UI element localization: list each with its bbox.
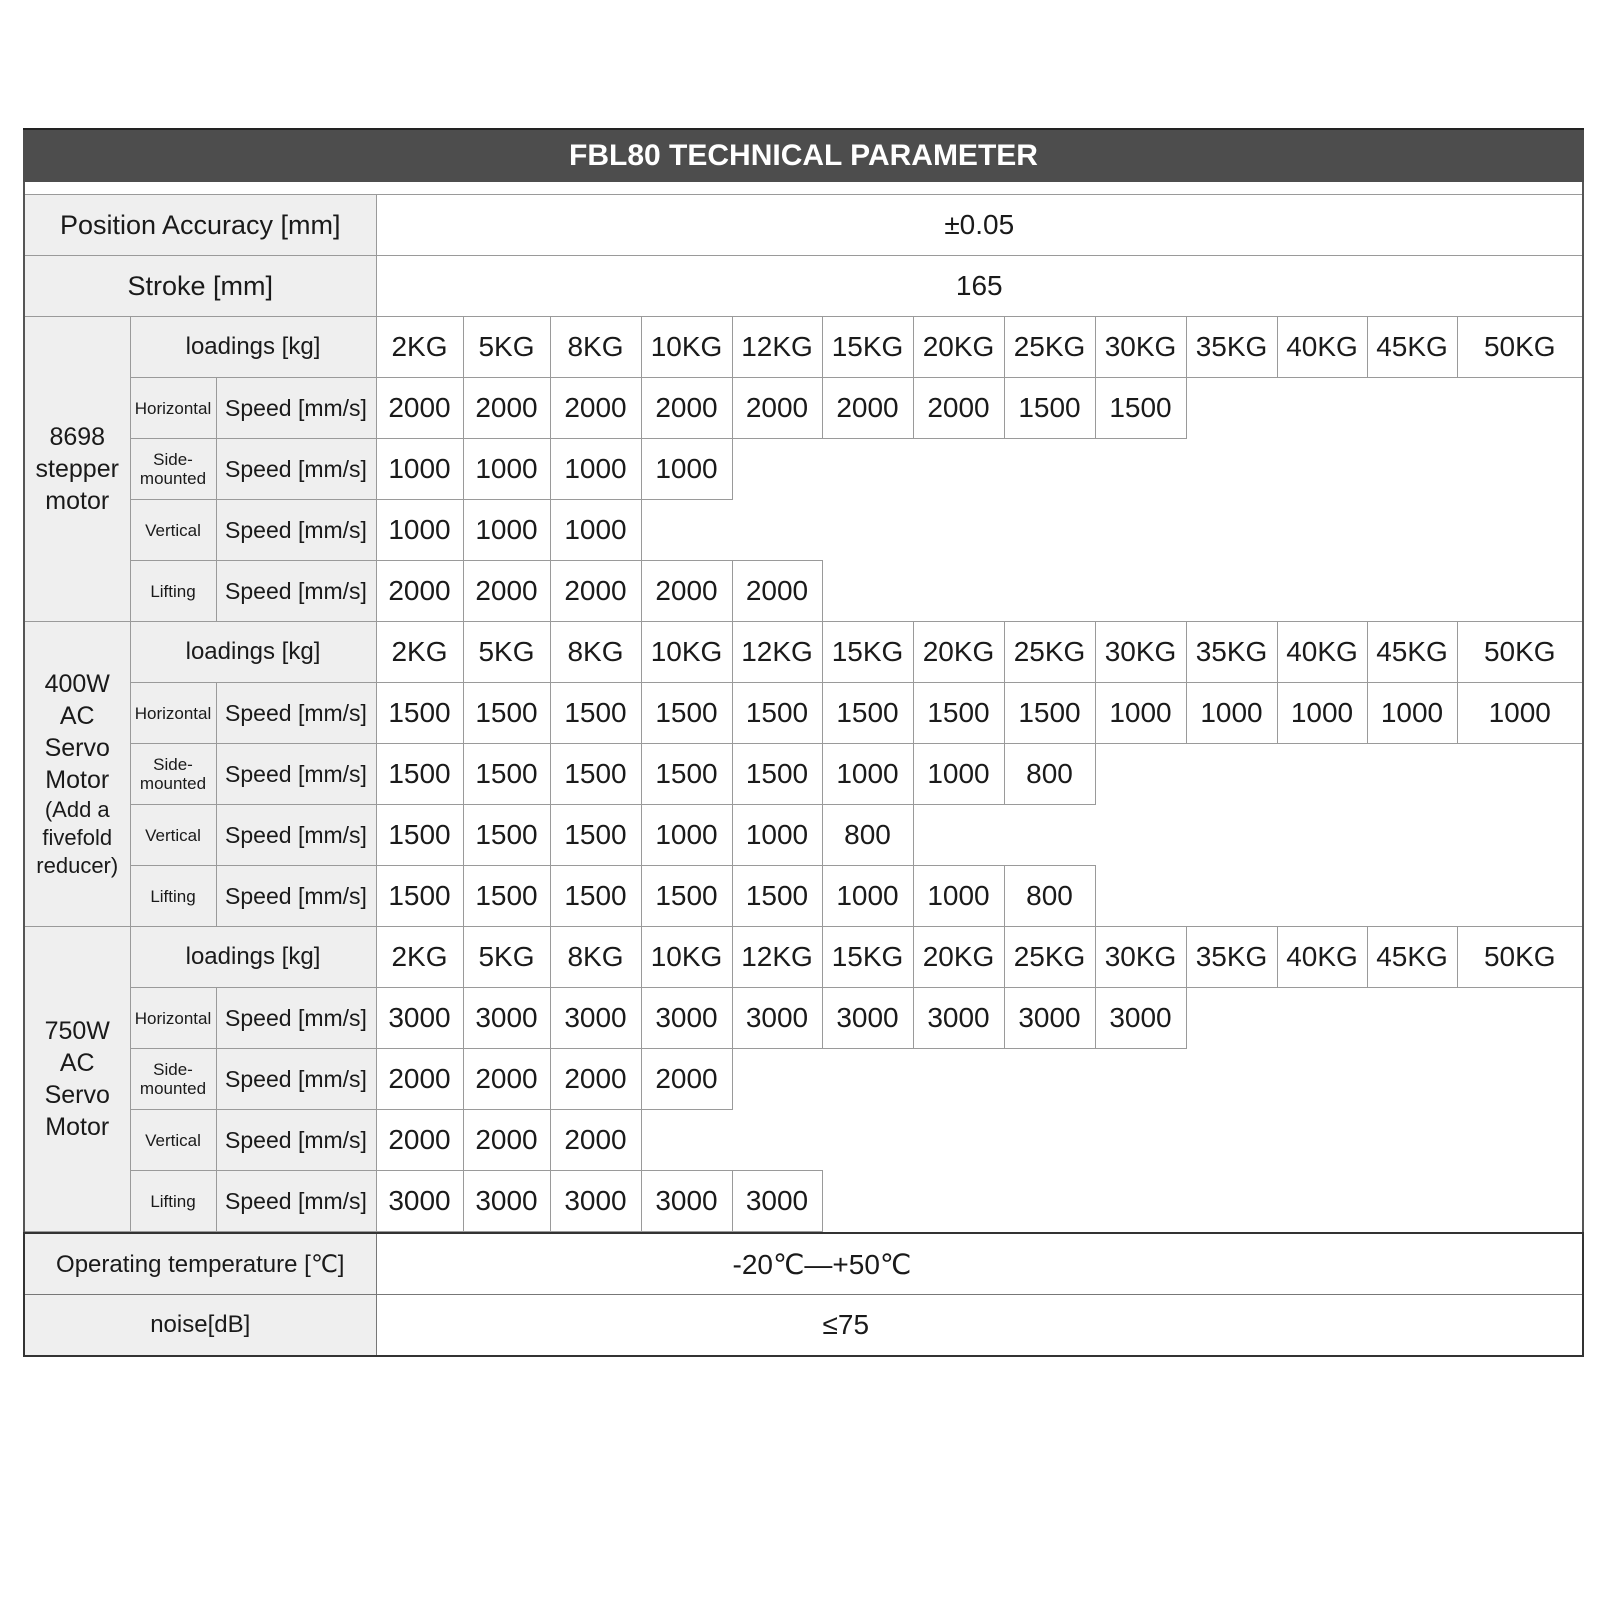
speed-value: 2000 [550, 1049, 641, 1110]
empty-cell [1095, 439, 1186, 500]
operating-temperature-value: -20℃—+50℃ [376, 1233, 1583, 1295]
load-header: 50KG [1457, 927, 1583, 988]
empty-cell [1186, 1110, 1277, 1171]
mount-side-mounted-label [130, 439, 216, 500]
speed-value: 3000 [376, 988, 463, 1049]
motor-name [24, 317, 130, 622]
empty-cell [1367, 805, 1457, 866]
speed-label: Speed [mm/s] [216, 439, 376, 500]
load-header: 5KG [463, 622, 550, 683]
speed-value: 800 [1004, 744, 1095, 805]
motor-name-line: motor [45, 487, 110, 515]
speed-value: 1500 [376, 744, 463, 805]
empty-cell [913, 439, 1004, 500]
empty-cell [732, 439, 822, 500]
speed-value: 1500 [550, 805, 641, 866]
position-accuracy-label: Position Accuracy [mm] [24, 195, 376, 256]
empty-cell [1095, 1049, 1186, 1110]
load-header: 45KG [1367, 622, 1457, 683]
loadings-label: loadings [kg] [130, 622, 376, 683]
mount-lifting-label: Lifting [130, 561, 216, 622]
parameter-sheet [23, 128, 1584, 1357]
loadings-label: loadings [kg] [130, 317, 376, 378]
empty-cell [1004, 1049, 1095, 1110]
empty-cell [1457, 500, 1583, 561]
empty-cell [1367, 1110, 1457, 1171]
speed-value: 2000 [376, 1049, 463, 1110]
speed-value: 2000 [550, 1110, 641, 1171]
speed-value: 1000 [913, 866, 1004, 927]
environment-table [23, 1232, 1584, 1357]
speed-value: 2000 [732, 378, 822, 439]
empty-cell [1277, 1049, 1367, 1110]
speed-value: 1000 [463, 500, 550, 561]
motor-name-line: Servo [44, 734, 110, 762]
speed-value: 1500 [732, 866, 822, 927]
mount-horizontal-label: Horizontal [130, 683, 216, 744]
mount-vertical-label: Vertical [130, 500, 216, 561]
speed-value: 2000 [463, 1110, 550, 1171]
speed-value: 3000 [732, 1171, 822, 1232]
mount-side-mounted-line: Side- [153, 450, 193, 469]
empty-cell [913, 1110, 1004, 1171]
load-header: 45KG [1367, 317, 1457, 378]
motor-name-line: stepper [35, 455, 119, 483]
empty-cell [1277, 500, 1367, 561]
empty-cell [1186, 744, 1277, 805]
empty-cell [1186, 561, 1277, 622]
speed-value: 3000 [641, 988, 732, 1049]
empty-cell [1367, 439, 1457, 500]
speed-value: 3000 [822, 988, 913, 1049]
speed-value: 3000 [463, 1171, 550, 1232]
speed-value: 1500 [376, 805, 463, 866]
speed-value: 1500 [463, 866, 550, 927]
empty-cell [822, 1171, 913, 1232]
speed-value: 1500 [550, 744, 641, 805]
page-title: FBL80 TECHNICAL PARAMETER [23, 128, 1584, 182]
speed-value: 1500 [1095, 378, 1186, 439]
load-header: 10KG [641, 622, 732, 683]
load-header: 35KG [1186, 927, 1277, 988]
empty-cell [1186, 988, 1277, 1049]
empty-cell [1095, 744, 1186, 805]
empty-cell [1457, 1110, 1583, 1171]
mount-lifting-label: Lifting [130, 1171, 216, 1232]
empty-cell [1095, 1171, 1186, 1232]
speed-value: 1500 [641, 683, 732, 744]
load-header: 25KG [1004, 927, 1095, 988]
empty-cell [822, 1110, 913, 1171]
empty-cell [1095, 1110, 1186, 1171]
position-accuracy-value: ±0.05 [376, 195, 1583, 256]
speed-value: 1500 [732, 683, 822, 744]
motor-name-line: AC [59, 702, 95, 730]
empty-cell [1277, 561, 1367, 622]
motor-name-line: AC [59, 1049, 95, 1077]
speed-value: 1500 [550, 683, 641, 744]
speed-value: 1000 [1367, 683, 1457, 744]
speed-label: Speed [mm/s] [216, 378, 376, 439]
mount-side-mounted-label [130, 744, 216, 805]
speed-value: 1000 [376, 500, 463, 561]
empty-cell [1277, 439, 1367, 500]
stroke-value: 165 [376, 256, 1583, 317]
load-header: 8KG [550, 317, 641, 378]
empty-cell [822, 1049, 913, 1110]
load-header: 50KG [1457, 622, 1583, 683]
operating-temperature-label: Operating temperature [℃] [24, 1233, 376, 1295]
load-header: 12KG [732, 622, 822, 683]
speed-label: Speed [mm/s] [216, 683, 376, 744]
empty-cell [1277, 1171, 1367, 1232]
empty-cell [822, 439, 913, 500]
empty-cell [1457, 561, 1583, 622]
speed-value: 3000 [1095, 988, 1186, 1049]
empty-cell [1186, 378, 1277, 439]
speed-value: 3000 [550, 988, 641, 1049]
load-header: 20KG [913, 927, 1004, 988]
load-header: 15KG [822, 622, 913, 683]
load-header: 2KG [376, 927, 463, 988]
speed-value: 2000 [550, 378, 641, 439]
speed-value: 2000 [732, 561, 822, 622]
load-header: 5KG [463, 317, 550, 378]
speed-value: 800 [822, 805, 913, 866]
empty-cell [913, 1171, 1004, 1232]
loadings-label: loadings [kg] [130, 927, 376, 988]
speed-value: 1000 [1186, 683, 1277, 744]
load-header: 45KG [1367, 927, 1457, 988]
empty-cell [1186, 439, 1277, 500]
noise-value: ≤75 [376, 1295, 1583, 1357]
motor-name-line: reducer) [36, 853, 119, 878]
empty-cell [913, 500, 1004, 561]
title-gap [23, 182, 1584, 194]
speed-value: 1000 [1277, 683, 1367, 744]
empty-cell [1457, 439, 1583, 500]
load-header: 25KG [1004, 622, 1095, 683]
speed-label: Speed [mm/s] [216, 805, 376, 866]
speed-value: 1500 [1004, 683, 1095, 744]
load-header: 10KG [641, 317, 732, 378]
speed-label: Speed [mm/s] [216, 1049, 376, 1110]
speed-value: 1500 [376, 866, 463, 927]
motor-name-line: (Add a [44, 797, 110, 822]
motor-name-line: Motor [45, 1113, 110, 1141]
mount-horizontal-label: Horizontal [130, 378, 216, 439]
empty-cell [1367, 1171, 1457, 1232]
empty-cell [1367, 866, 1457, 927]
mount-vertical-label: Vertical [130, 1110, 216, 1171]
speed-label: Speed [mm/s] [216, 744, 376, 805]
empty-cell [1004, 805, 1095, 866]
speed-value: 3000 [376, 1171, 463, 1232]
speed-label: Speed [mm/s] [216, 500, 376, 561]
empty-cell [1277, 988, 1367, 1049]
load-header: 12KG [732, 927, 822, 988]
empty-cell [1186, 1049, 1277, 1110]
speed-value: 2000 [822, 378, 913, 439]
speed-value: 1500 [641, 866, 732, 927]
speed-value: 1000 [1457, 683, 1583, 744]
speed-value: 2000 [463, 1049, 550, 1110]
speed-value: 1500 [376, 683, 463, 744]
load-header: 20KG [913, 622, 1004, 683]
empty-cell [1367, 500, 1457, 561]
load-header: 40KG [1277, 317, 1367, 378]
load-header: 50KG [1457, 317, 1583, 378]
mount-side-mounted-line: Side- [153, 1060, 193, 1079]
empty-cell [1004, 561, 1095, 622]
motor-name [24, 927, 130, 1232]
load-header: 5KG [463, 927, 550, 988]
speed-value: 2000 [376, 561, 463, 622]
stroke-label: Stroke [mm] [24, 256, 376, 317]
load-header: 30KG [1095, 317, 1186, 378]
empty-cell [1277, 1110, 1367, 1171]
empty-cell [913, 805, 1004, 866]
empty-cell [1277, 805, 1367, 866]
mount-vertical-label: Vertical [130, 805, 216, 866]
empty-cell [1095, 805, 1186, 866]
parameter-table [23, 194, 1584, 1232]
empty-cell [1457, 988, 1583, 1049]
speed-value: 1000 [550, 439, 641, 500]
empty-cell [1457, 1171, 1583, 1232]
speed-value: 1500 [732, 744, 822, 805]
speed-label: Speed [mm/s] [216, 866, 376, 927]
load-header: 30KG [1095, 927, 1186, 988]
speed-value: 1000 [822, 866, 913, 927]
empty-cell [732, 500, 822, 561]
noise-label: noise[dB] [24, 1295, 376, 1357]
speed-value: 3000 [463, 988, 550, 1049]
speed-value: 3000 [913, 988, 1004, 1049]
empty-cell [1457, 866, 1583, 927]
speed-value: 2000 [641, 378, 732, 439]
speed-value: 2000 [641, 1049, 732, 1110]
motor-name-line: Servo [44, 1081, 110, 1109]
speed-value: 1500 [1004, 378, 1095, 439]
empty-cell [732, 1110, 822, 1171]
speed-label: Speed [mm/s] [216, 988, 376, 1049]
empty-cell [1186, 805, 1277, 866]
empty-cell [1004, 500, 1095, 561]
empty-cell [1277, 378, 1367, 439]
load-header: 40KG [1277, 927, 1367, 988]
speed-value: 3000 [732, 988, 822, 1049]
empty-cell [1277, 744, 1367, 805]
mount-side-mounted-line: mounted [139, 774, 207, 793]
speed-value: 2000 [641, 561, 732, 622]
empty-cell [1004, 1110, 1095, 1171]
speed-value: 1500 [641, 744, 732, 805]
empty-cell [1186, 1171, 1277, 1232]
empty-cell [913, 1049, 1004, 1110]
mount-side-mounted-line: Side- [153, 755, 193, 774]
speed-value: 800 [1004, 866, 1095, 927]
speed-value: 1000 [822, 744, 913, 805]
load-header: 10KG [641, 927, 732, 988]
speed-value: 3000 [550, 1171, 641, 1232]
motor-name-line: 8698 [49, 423, 106, 451]
empty-cell [1457, 744, 1583, 805]
empty-cell [1457, 1049, 1583, 1110]
load-header: 15KG [822, 317, 913, 378]
speed-value: 1000 [732, 805, 822, 866]
speed-label: Speed [mm/s] [216, 561, 376, 622]
empty-cell [1095, 561, 1186, 622]
empty-cell [1367, 378, 1457, 439]
load-header: 8KG [550, 622, 641, 683]
motor-name-line: Motor [45, 766, 110, 794]
speed-value: 2000 [376, 378, 463, 439]
mount-side-mounted-line: mounted [139, 1079, 207, 1098]
speed-value: 1000 [641, 805, 732, 866]
speed-value: 1000 [1095, 683, 1186, 744]
motor-name-line: 400W [44, 670, 110, 698]
empty-cell [1457, 378, 1583, 439]
speed-value: 1000 [376, 439, 463, 500]
speed-value: 1500 [822, 683, 913, 744]
empty-cell [1004, 1171, 1095, 1232]
empty-cell [1004, 439, 1095, 500]
empty-cell [822, 561, 913, 622]
empty-cell [732, 1049, 822, 1110]
empty-cell [822, 500, 913, 561]
load-header: 25KG [1004, 317, 1095, 378]
load-header: 40KG [1277, 622, 1367, 683]
empty-cell [641, 500, 732, 561]
empty-cell [1277, 866, 1367, 927]
speed-value: 3000 [641, 1171, 732, 1232]
empty-cell [1095, 500, 1186, 561]
load-header: 2KG [376, 622, 463, 683]
empty-cell [913, 561, 1004, 622]
load-header: 2KG [376, 317, 463, 378]
load-header: 15KG [822, 927, 913, 988]
empty-cell [1186, 500, 1277, 561]
speed-value: 1000 [913, 744, 1004, 805]
empty-cell [1457, 805, 1583, 866]
empty-cell [1367, 988, 1457, 1049]
speed-value: 1500 [463, 744, 550, 805]
load-header: 12KG [732, 317, 822, 378]
speed-value: 1000 [550, 500, 641, 561]
speed-value: 3000 [1004, 988, 1095, 1049]
mount-horizontal-label: Horizontal [130, 988, 216, 1049]
speed-value: 2000 [463, 378, 550, 439]
motor-name [24, 622, 130, 927]
motor-name-line: 750W [44, 1017, 110, 1045]
empty-cell [1367, 1049, 1457, 1110]
empty-cell [641, 1110, 732, 1171]
load-header: 35KG [1186, 317, 1277, 378]
speed-value: 1000 [463, 439, 550, 500]
empty-cell [1367, 561, 1457, 622]
speed-value: 1500 [463, 805, 550, 866]
load-header: 30KG [1095, 622, 1186, 683]
speed-value: 1000 [641, 439, 732, 500]
load-header: 8KG [550, 927, 641, 988]
mount-lifting-label: Lifting [130, 866, 216, 927]
mount-side-mounted-label [130, 1049, 216, 1110]
empty-cell [1095, 866, 1186, 927]
motor-name-line: fivefold [42, 825, 113, 850]
speed-value: 1500 [913, 683, 1004, 744]
speed-value: 1500 [463, 683, 550, 744]
speed-value: 1500 [550, 866, 641, 927]
speed-value: 2000 [376, 1110, 463, 1171]
empty-cell [1186, 866, 1277, 927]
mount-side-mounted-line: mounted [139, 469, 207, 488]
empty-cell [1367, 744, 1457, 805]
speed-value: 2000 [913, 378, 1004, 439]
load-header: 20KG [913, 317, 1004, 378]
speed-label: Speed [mm/s] [216, 1171, 376, 1232]
speed-label: Speed [mm/s] [216, 1110, 376, 1171]
speed-value: 2000 [463, 561, 550, 622]
load-header: 35KG [1186, 622, 1277, 683]
speed-value: 2000 [550, 561, 641, 622]
